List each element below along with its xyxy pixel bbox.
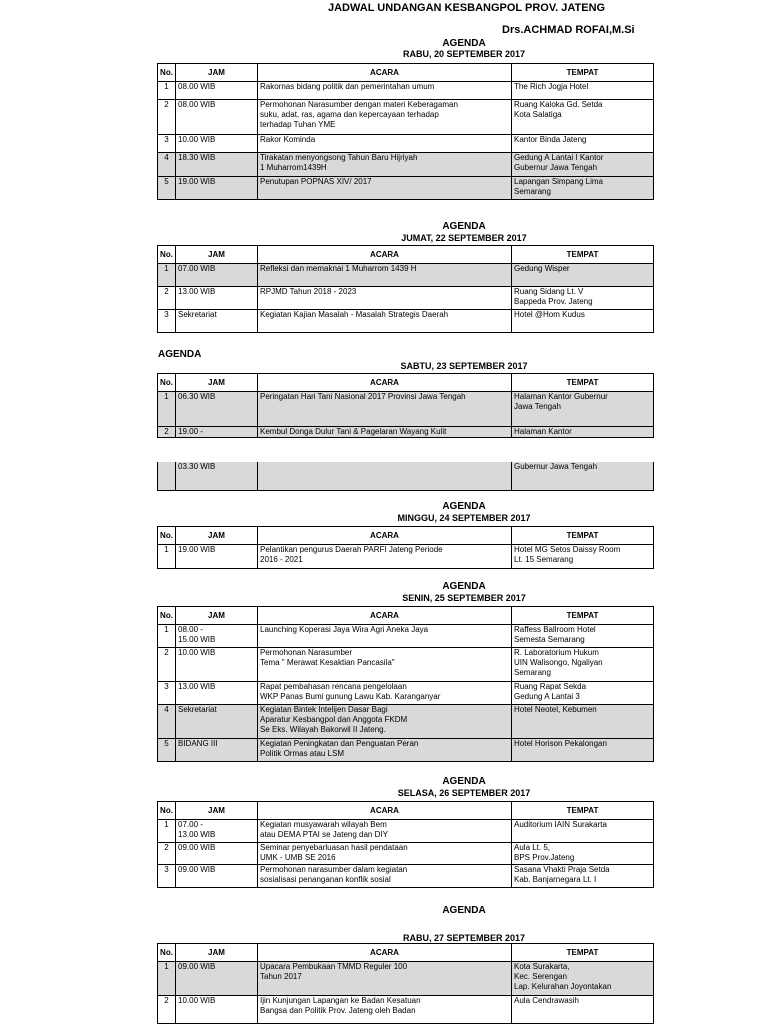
- cell-jam: 03.30 WIB: [176, 462, 258, 490]
- cell-acara: Ijin Kunjungan Lapangan ke Badan Kesatuan Bangsa dan Politik Prov. Jateng oleh Badan: [258, 996, 512, 1024]
- cell-tempat: Aula Cendrawasih: [512, 996, 654, 1024]
- table-row: [158, 820, 654, 843]
- header-no: No.: [158, 374, 176, 392]
- cell-jam: 09.00 WIB: [176, 962, 258, 996]
- cell-jam: 09.00 WIB: [176, 843, 258, 865]
- agenda-date: RABU, 27 SEPTEMBER 2017: [402, 933, 526, 943]
- cell-acara: Kembul Donga Dulur Tani & Pagelaran Wayang Kulit: [258, 427, 512, 438]
- table-row: [158, 739, 654, 762]
- cell-jam: 13.00 WIB: [176, 682, 258, 705]
- agenda-label: AGENDA: [442, 776, 486, 787]
- header-jam: JAM: [176, 246, 258, 264]
- cell-jam: 13.00 WIB: [176, 287, 258, 310]
- header-acara: ACARA: [258, 527, 512, 545]
- agenda-date: SABTU, 23 SEPTEMBER 2017: [400, 361, 528, 371]
- cell-jam: 18.30 WIB: [176, 153, 258, 177]
- header-tempat: TEMPAT: [512, 246, 654, 264]
- table-row: [158, 264, 654, 287]
- cell-no: 3: [158, 135, 176, 153]
- header-no: No.: [158, 944, 176, 962]
- table-row: [158, 427, 654, 438]
- agenda-label: AGENDA: [442, 905, 486, 916]
- cell-no: 5: [158, 739, 176, 762]
- cell-no: 2: [158, 648, 176, 682]
- schedule-table-continuation: [157, 462, 654, 491]
- table-row: [158, 962, 654, 996]
- header-tempat: TEMPAT: [512, 944, 654, 962]
- cell-no: 3: [158, 682, 176, 705]
- header-acara: ACARA: [258, 246, 512, 264]
- agenda-date: JUMAT, 22 SEPTEMBER 2017: [401, 233, 527, 243]
- header-tempat: TEMPAT: [512, 64, 654, 82]
- cell-tempat: Raffess Ballroom Hotel Semesta Semarang: [512, 625, 654, 648]
- header-no: No.: [158, 527, 176, 545]
- cell-jam: 10.00 WIB: [176, 996, 258, 1024]
- table-row: [158, 648, 654, 682]
- cell-no: 2: [158, 843, 176, 865]
- cell-acara: Permohonan Narasumber dengan materi Keberagaman suku, adat, ras, agama dan kepercayaan terhadap terhadap Tuhan YME: [258, 100, 512, 135]
- cell-no: 1: [158, 625, 176, 648]
- header-acara: ACARA: [258, 64, 512, 82]
- table-row: [158, 682, 654, 705]
- cell-jam: 19.00 -: [176, 427, 258, 438]
- cell-no: 1: [158, 392, 176, 427]
- cell-tempat: Halaman Kantor Gubernur Jawa Tengah: [512, 392, 654, 427]
- header-no: No.: [158, 246, 176, 264]
- cell-tempat: Lapangan Simpang Lima Semarang: [512, 177, 654, 200]
- cell-no: 1: [158, 962, 176, 996]
- cell-no: 4: [158, 705, 176, 739]
- cell-no: 2: [158, 100, 176, 135]
- header-tempat: TEMPAT: [512, 527, 654, 545]
- cell-tempat: Gubernur Jawa Tengah: [512, 462, 654, 490]
- header-jam: JAM: [176, 607, 258, 625]
- cell-tempat: Kantor Binda Jateng: [512, 135, 654, 153]
- cell-tempat: Hotel Neotel, Kebumen: [512, 705, 654, 739]
- page-title: JADWAL UNDANGAN KESBANGPOL PROV. JATENG: [328, 2, 606, 14]
- table-row: [158, 287, 654, 310]
- cell-jam: 08.00 - 15.00 WIB: [176, 625, 258, 648]
- cell-acara: Permohonan Narasumber Tema " Merawat Kesaktian Pancasila": [258, 648, 512, 682]
- official-name: Drs.ACHMAD ROFAI,M.Si: [502, 24, 635, 36]
- cell-acara: Rapat pembahasan rencana pengelolaan WKP Panas Bumi gunung Lawu Kab. Karanganyar: [258, 682, 512, 705]
- cell-no: 1: [158, 82, 176, 100]
- cell-acara: Rakornas bidang politik dan pemerintahan umum: [258, 82, 512, 100]
- cell-tempat: Kota Surakarta, Kec. Serengan Lap. Kelurahan Joyontakan: [512, 962, 654, 996]
- cell-jam: 09.00 WIB: [176, 865, 258, 888]
- cell-jam: 06.30 WIB: [176, 392, 258, 427]
- table-row: [158, 865, 654, 888]
- header-no: No.: [158, 64, 176, 82]
- table-row: [158, 996, 654, 1024]
- cell-no: 1: [158, 820, 176, 843]
- cell-tempat: Hotel @Hom Kudus: [512, 310, 654, 333]
- cell-acara: Kegiatan Kajian Masalah - Masalah Strategis Daerah: [258, 310, 512, 333]
- header-acara: ACARA: [258, 944, 512, 962]
- cell-acara: Upacara Pembukaan TMMD Reguler 100 Tahun 2017: [258, 962, 512, 996]
- cell-tempat: Hotel Horison Pekalongan: [512, 739, 654, 762]
- cell-tempat: Halaman Kantor: [512, 427, 654, 438]
- header-acara: ACARA: [258, 802, 512, 820]
- cell-jam: 08.00 WIB: [176, 100, 258, 135]
- cell-acara: RPJMD Tahun 2018 - 2023: [258, 287, 512, 310]
- cell-tempat: Ruang Rapat Sekda Gedung A Lantai 3: [512, 682, 654, 705]
- agenda-label: AGENDA: [442, 38, 486, 49]
- schedule-table: [157, 606, 654, 762]
- table-row: [158, 177, 654, 200]
- agenda-date: RABU, 20 SEPTEMBER 2017: [402, 49, 526, 59]
- agenda-label: AGENDA: [158, 349, 202, 360]
- cell-jam: 08.00 WIB: [176, 82, 258, 100]
- cell-acara: Tirakatan menyongsong Tahun Baru Hijriyah 1 Muharrom1439H: [258, 153, 512, 177]
- header-jam: JAM: [176, 64, 258, 82]
- cell-no: 5: [158, 177, 176, 200]
- header-tempat: TEMPAT: [512, 374, 654, 392]
- table-row: [158, 625, 654, 648]
- cell-tempat: Ruang Sidang Lt. V Bappeda Prov. Jateng: [512, 287, 654, 310]
- cell-acara: Pelantikan pengurus Daerah PARFI Jateng Periode 2016 - 2021: [258, 545, 512, 569]
- cell-acara: Kegiatan musyawarah wilayah Bem atau DEMA PTAI se Jateng dan DIY: [258, 820, 512, 843]
- cell-jam: 19.00 WIB: [176, 545, 258, 569]
- cell-acara: Peringatan Hari Tani Nasional 2017 Provinsi Jawa Tengah: [258, 392, 512, 427]
- cell-acara: Rakor Kominda: [258, 135, 512, 153]
- header-no: No.: [158, 607, 176, 625]
- cell-jam: 10.00 WIB: [176, 135, 258, 153]
- cell-no: 3: [158, 865, 176, 888]
- cell-tempat: Ruang Kaloka Gd. Setda Kota Salatiga: [512, 100, 654, 135]
- cell-no: 2: [158, 427, 176, 438]
- cell-tempat: Auditorium IAIN Surakarta: [512, 820, 654, 843]
- cell-no: 1: [158, 545, 176, 569]
- page-break-gap: [157, 442, 653, 464]
- cell-no: 2: [158, 996, 176, 1024]
- header-tempat: TEMPAT: [512, 607, 654, 625]
- schedule-table: [157, 801, 654, 888]
- cell-no: 1: [158, 264, 176, 287]
- agenda-label: AGENDA: [442, 221, 486, 232]
- header-no: No.: [158, 802, 176, 820]
- cell-acara: [258, 462, 512, 490]
- table-row: [158, 100, 654, 135]
- schedule-table: [157, 373, 654, 438]
- cell-tempat: R. Laboratorium Hukum UIN Walisongo, Ngaliyan Semarang: [512, 648, 654, 682]
- cell-tempat: Sasana Vhakti Praja Setda Kab. Banjarnegara Lt. I: [512, 865, 654, 888]
- table-row: [158, 545, 654, 569]
- cell-jam: Sekretariat: [176, 705, 258, 739]
- cell-jam: Sekretariat: [176, 310, 258, 333]
- cell-acara: Kegiatan Bintek Intelijen Dasar Bagi Aparatur Kesbangpol dan Anggota FKDM Se Eks. Wilayah Bakorwil II Jateng.: [258, 705, 512, 739]
- schedule-table: [157, 245, 654, 333]
- header-acara: ACARA: [258, 607, 512, 625]
- cell-no: 3: [158, 310, 176, 333]
- schedule-table: [157, 943, 654, 1024]
- header-jam: JAM: [176, 374, 258, 392]
- agenda-date: MINGGU, 24 SEPTEMBER 2017: [397, 513, 531, 523]
- cell-tempat: Hotel MG Setos Daissy Room Lt. 15 Semarang: [512, 545, 654, 569]
- cell-tempat: Aula Lt. 5, BPS Prov.Jateng: [512, 843, 654, 865]
- table-row: [158, 462, 654, 490]
- cell-jam: BIDANG III: [176, 739, 258, 762]
- cell-no: 2: [158, 287, 176, 310]
- cell-acara: Launching Koperasi Jaya Wira Agri Aneka Jaya: [258, 625, 512, 648]
- header-jam: JAM: [176, 527, 258, 545]
- cell-acara: Refleksi dan memaknai 1 Muharrom 1439 H: [258, 264, 512, 287]
- schedule-table: [157, 526, 654, 569]
- cell-no: [158, 462, 176, 490]
- header-acara: ACARA: [258, 374, 512, 392]
- cell-acara: Permohonan narasumber dalam kegiatan sosialisasi penanganan konflik sosial: [258, 865, 512, 888]
- cell-jam: 10.00 WIB: [176, 648, 258, 682]
- cell-tempat: Gedung Wisper: [512, 264, 654, 287]
- agenda-label: AGENDA: [442, 581, 486, 592]
- cell-acara: Seminar penyebarluasan hasil pendataan UMK - UMB SE 2016: [258, 843, 512, 865]
- agenda-date: SENIN, 25 SEPTEMBER 2017: [402, 593, 526, 603]
- header-jam: JAM: [176, 802, 258, 820]
- table-row: [158, 310, 654, 333]
- table-row: [158, 135, 654, 153]
- cell-tempat: The Rich Jogja Hotel: [512, 82, 654, 100]
- cell-jam: 19.00 WIB: [176, 177, 258, 200]
- table-row: [158, 843, 654, 865]
- header-jam: JAM: [176, 944, 258, 962]
- table-row: [158, 82, 654, 100]
- cell-acara: Penutupan POPNAS XIV/ 2017: [258, 177, 512, 200]
- cell-no: 4: [158, 153, 176, 177]
- table-row: [158, 705, 654, 739]
- cell-jam: 07.00 WIB: [176, 264, 258, 287]
- schedule-table: [157, 63, 654, 200]
- header-tempat: TEMPAT: [512, 802, 654, 820]
- agenda-date: SELASA, 26 SEPTEMBER 2017: [397, 788, 531, 798]
- table-row: [158, 392, 654, 427]
- cell-jam: 07.00 - 13.00 WIB: [176, 820, 258, 843]
- cell-tempat: Gedung A Lantai I Kantor Gubernur Jawa Tengah: [512, 153, 654, 177]
- table-row: [158, 153, 654, 177]
- agenda-label: AGENDA: [442, 501, 486, 512]
- cell-acara: Kegiatan Peningkatan dan Penguatan Peran Politik Ormas atau LSM: [258, 739, 512, 762]
